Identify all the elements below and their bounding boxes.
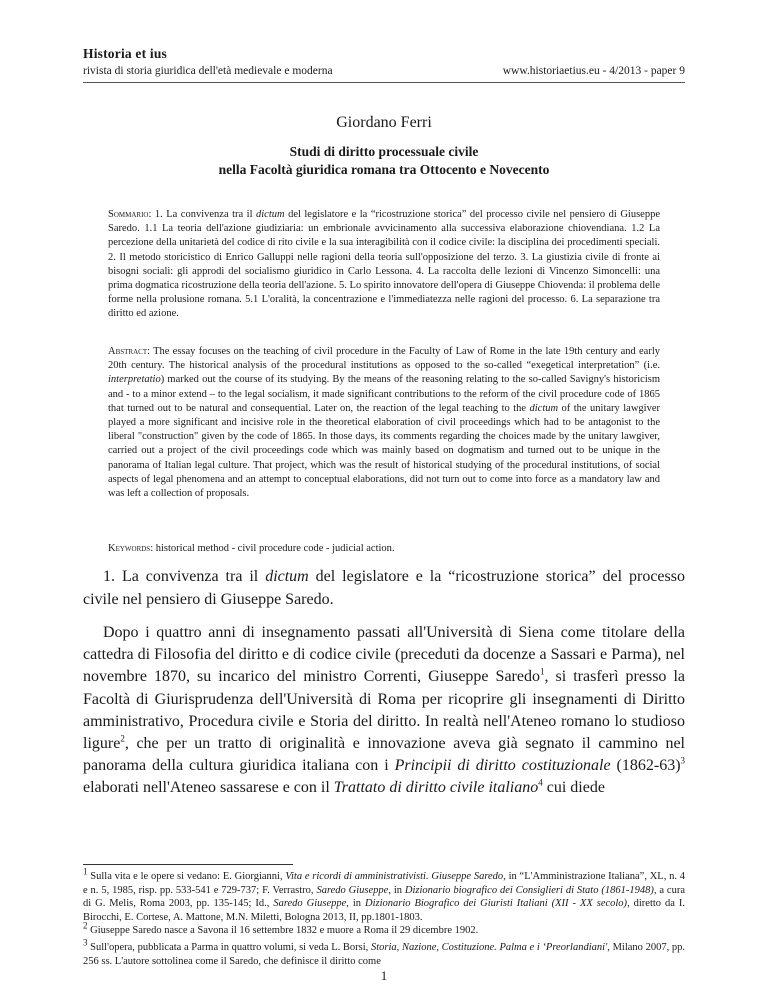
section-heading	[83, 565, 685, 611]
summary-label: Sommario	[108, 209, 149, 220]
footnote-1-text-b: Vita e ricordi di amministrativisti. Giuseppe Saredo	[285, 871, 504, 882]
body-text-3: , che per un tratto di originalità e innovazione aveva già segnato il cammino nel panorama della cultura giuridica italiana con i	[83, 735, 685, 775]
footnote-ref-2[interactable]: 2	[120, 733, 125, 744]
title-line-1: Studi di diritto processuale civile	[289, 144, 479, 159]
footnote-1	[83, 866, 686, 924]
footnote-2-number: 2	[83, 920, 88, 931]
body-text-4: (1862-63)	[610, 757, 681, 775]
abstract-label: Abstract	[108, 346, 148, 357]
body-text-5: elaborati nell'Ateneo sassarese e con il	[83, 779, 334, 797]
abstract-text-1: : The essay focuses on the teaching of civil procedure in the Faculty of Law of Rome in the late 19th century and early 20th century. The historical analysis of the procedural institutions as opposed to the so-called “exegetical interpretation” (i.e.	[108, 346, 660, 372]
footnote-ref-4[interactable]: 4	[538, 778, 543, 789]
body-italic-principii: Principii di diritto costituzionale	[394, 757, 611, 775]
footnote-3-number: 3	[83, 937, 88, 948]
keywords-text: : historical method - civil procedure code - judicial action.	[150, 543, 395, 554]
body-text-1: Dopo i quattro anni di insegnamento passati all'Università di Siena come titolare della cattedra di Filosofia del diritto e di codice civile (preceduti da docenze a Sassari e Parma), nel novembre 1870, su incarico del ministro Correnti, Giuseppe Saredo	[83, 624, 685, 686]
header-rule	[83, 82, 685, 83]
body-text-6: cui diede	[542, 779, 605, 797]
body-paragraph	[83, 622, 685, 800]
summary-text-2: del legislatore e la “ricostruzione storica” del processo civile nel pensiero di Giuseppe Saredo. 1.1 La teoria dell'azione giudiziaria: un embrionale avvicinamento alla successiva elaborazione chiovendiana. 1.2 La percezione della unitarietà del codice di rito civile e la sua interagibilità con il codice civile: la disciplina dei procedimenti speciali. 2. Il metodo storicistico di Enrico Galluppi nelle ragioni della teoria sull'opposizione del terzo. 3. La giustizia civile di fronte ai bisogni sociali: gli approdi del socialismo giuridico in Carlo Lessona. 4. La raccolta delle lezioni di Vincenzo Simoncelli: una prima dogmatica ricostruzione della teoria dell'azione. 5. Lo spirito innovatore dell'opera di Giuseppe Chiovenda: il problema delle forme nella prolusione romana. 5.1 L'oralità, la concentrazione e l'immediatezza nelle ragioni del processo. 6. La separazione tra diritto ed azione.	[108, 209, 660, 320]
paper-title	[83, 143, 685, 179]
author-name: Giordano Ferri	[336, 114, 432, 131]
footnote-1-text-a: Sulla vita e le opere si vedano: E. Giorgianni,	[87, 871, 286, 882]
footnote-1-text-i: , in	[346, 898, 366, 910]
footnote-1-text-e: , in	[388, 884, 405, 896]
footnote-1-text-g: , a cura di G. Melis, Roma 2003, pp. 135-145; Id.,	[83, 884, 685, 910]
footnote-3-text-a: Sull'opera, pubblicata a Parma in quattro volumi, si veda L. Borsi,	[87, 942, 371, 953]
footnote-1-text-c: , in “L'Amministrazione Italiana”, XL, n. 4 e n. 5, 1985, risp. pp. 533-541 e 729-737; F. Verrastro,	[83, 871, 686, 896]
footnote-ref-1[interactable]: 1	[540, 667, 545, 678]
abstract-text-3: of the unitary lawgiver played a more significant and incisive role in the theoretical elaboration of civil proceedings which had to be antagonist to the liberal "construction" given by the code of 1865. In those days, its comments regarding the choices made by the unitary lawgiver, carried out a project of the civil proceedings code which was mainly based on dogmatism and turned out to be unique in the panorama of Italian legal culture. That project, which was the result of historical studying of the procedural institutions, of social aspects of legal phenomena and an attempt to conceptual elaborations, did not turn out to come into force as a mandatory law and was left a collection of proposals.	[108, 402, 660, 500]
section-heading-text-2: del legislatore e la “ricostruzione storica” del processo civile nel pensiero di Giuseppe Saredo.	[83, 568, 685, 608]
journal-subtitle: rivista di storia giuridica dell'età medievale e moderna	[83, 65, 333, 77]
footnote-2-text: Giuseppe Saredo nasce a Savona il 16 settembre 1832 e muore a Roma il 29 dicembre 1902.	[87, 925, 479, 936]
keywords-block	[108, 542, 660, 556]
journal-title: Historia et ius	[83, 46, 167, 61]
footnote-1-text-d: Saredo Giuseppe	[316, 884, 389, 896]
footnote-3	[83, 937, 685, 968]
summary-text-1: : 1. La convivenza tra il	[148, 209, 256, 220]
body-text-2: , si trasferì presso la Facoltà di Giurisprudenza dell'Università di Roma per ricoprire gli insegnamenti di Diritto amministrativo, Procedura civile e Storia del diritto. In realtà nell'Ateneo romano lo studioso ligure	[83, 668, 686, 753]
body-italic-trattato: Trattato di diritto civile italiano	[333, 779, 539, 797]
footnote-1-text-j: Dizionario Biografico dei Giuristi Italiani (XII - XX secolo)	[365, 898, 628, 910]
abstract-dictum: dictum	[529, 402, 559, 414]
footnote-1-text-k: , diretto da I. Birocchi, E. Cortese, A. Mattone, M.N. Miletti, Bologna 2013, II, pp.1801-1803.	[83, 898, 685, 923]
abstract-text-2: ) marked out the course of its studying. By the means of the reasoning relating to the so-called Savigny's historicism and - to a minor extend – to the legal socialism, it made significant contributions to the reform of the civil procedure code of 1865 that turned out to be natural and consequential. Later on, the reaction of the legal teaching to the	[108, 374, 660, 414]
footnote-rule	[83, 864, 293, 865]
abstract-interpretatio: interpretatio	[108, 374, 161, 386]
keywords-label: Keywords	[108, 543, 151, 554]
section-heading-dictum: dictum	[265, 568, 309, 585]
footnote-1-number: 1	[83, 866, 88, 877]
section-heading-text-1: 1. La convivenza tra il	[103, 568, 266, 585]
summary-block	[108, 208, 660, 322]
footnote-2	[83, 920, 685, 938]
abstract-block	[108, 345, 660, 501]
footnote-1-text-f: Dizionario biografico dei Consiglieri di Stato (1861-1948)	[404, 884, 654, 896]
footnote-ref-3[interactable]: 3	[680, 755, 686, 766]
footnote-1-text-h: Saredo Giuseppe	[273, 898, 347, 910]
title-line-2: nella Facoltà giuridica romana tra Ottocento e Novecento	[218, 162, 550, 177]
footnote-3-text-b: Storia, Nazione, Costituzione. Palma e i ‘Preorlandiani'	[370, 942, 608, 953]
journal-site: www.historiaetius.eu - 4/2013 - paper 9	[502, 65, 685, 77]
summary-dictum: dictum	[256, 209, 285, 220]
page-number: 1	[380, 968, 388, 983]
footnote-3-text-c: , Milano 2007, pp. 256 ss. L'autore sottolinea come il Saredo, che definisce il diritto come	[83, 942, 685, 967]
